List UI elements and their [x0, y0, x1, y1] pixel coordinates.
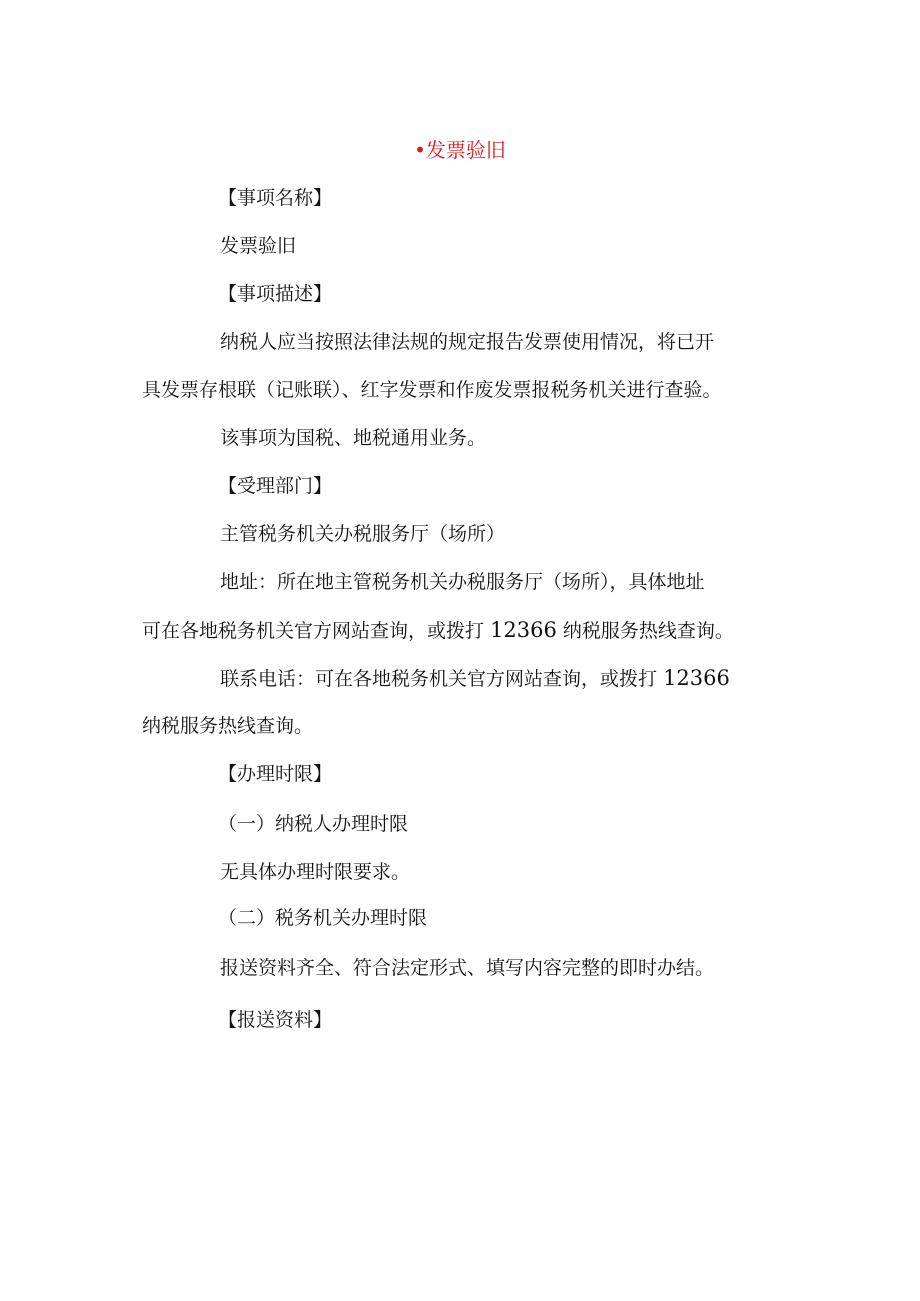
section-heading-department: 【受理部门】: [218, 475, 333, 497]
hotline-number: 12366: [490, 618, 557, 642]
address-line-2-text-a: 可在各地税务机关官方网站查询，或拨打: [142, 620, 485, 642]
description-line-1: 纳税人应当按照法律法规的规定报告发票使用情况，将已开: [220, 331, 715, 353]
document-title: •发票验旧: [414, 138, 506, 162]
address-line-2-text-b: 纳税服务热线查询。: [562, 620, 734, 642]
time-limit-subheading-taxpayer: （一）纳税人办理时限: [218, 813, 409, 835]
description-line-2: 具发票存根联（记账联）、红字发票和作废发票报税务机关进行查验。: [142, 379, 722, 401]
name-value: 发票验旧: [220, 235, 297, 257]
phone-line-1-text: 联系电话：可在各地税务机关官方网站查询，或拨打: [220, 668, 658, 690]
description-line-3: 该事项为国税、地税通用业务。: [220, 427, 487, 449]
section-heading-time-limit: 【办理时限】: [218, 763, 333, 785]
time-limit-authority-value: 报送资料齐全、符合法定形式、填写内容完整的即时办结。: [220, 957, 715, 979]
section-heading-materials: 【报送资料】: [218, 1009, 333, 1031]
address-line-1: 地址：所在地主管税务机关办税服务厅（场所），具体地址: [220, 571, 705, 593]
section-heading-name: 【事项名称】: [218, 187, 333, 209]
time-limit-taxpayer-value: 无具体办理时限要求。: [220, 861, 411, 883]
phone-line-2: 纳税服务热线查询。: [142, 715, 314, 737]
phone-line-1: [220, 664, 730, 693]
address-line-2: [142, 616, 734, 645]
phone-hotline-number: 12366: [663, 666, 730, 690]
time-limit-subheading-authority: （二）税务机关办理时限: [218, 907, 428, 929]
department-value: 主管税务机关办税服务厅（场所）: [220, 523, 506, 545]
section-heading-description: 【事项描述】: [218, 283, 333, 305]
